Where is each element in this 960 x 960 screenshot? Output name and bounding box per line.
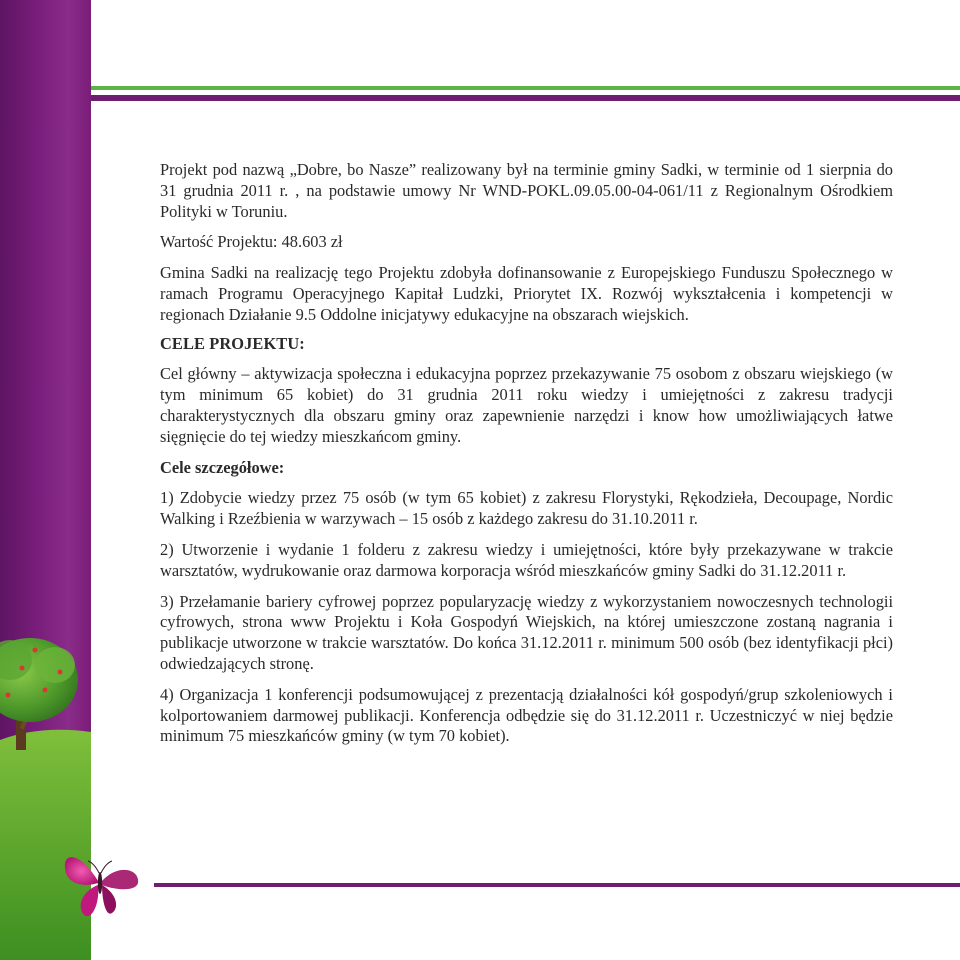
butterfly-icon: [58, 843, 144, 921]
bottom-purple-rule: [154, 883, 960, 887]
detailed-goal-1: 1) Zdobycie wiedzy przez 75 osób (w tym 65 kobiet) z zakresu Florystyki, Rękodzieła, Decoupage, Nordic Walking i Rzeźbienia w warzywach – 15 osób z każdego zakresu do 31.10.2011 r.: [160, 488, 893, 529]
top-green-rule: [91, 86, 960, 90]
main-goal-paragraph: Cel główny – aktywizacja społeczna i edukacyjna poprzez przekazywanie 75 osobom z obszaru wiejskiego (w tym minimum 65 kobiet) do 31 grudnia 2011 roku wiedzy i umiejętności z zakresu tradycji charakterystycznych dla obszaru gminy oraz zapewnienie narzędzi i know how umożliwiających łatwe sięgnięcie do tej wiedzy mieszkańcom gminy.: [160, 364, 893, 446]
funding-paragraph: Gmina Sadki na realizację tego Projektu zdobyła dofinansowanie z Europejskiego Funduszu Społecznego w ramach Programu Operacyjnego Kapitał Ludzki, Priorytet IX. Rozwój wykształcenia i kompetencji w regionach Działanie 9.5 Oddolne inicjatywy edukacyjne na obszarach wiejskich.: [160, 263, 893, 324]
top-purple-rule: [91, 95, 960, 101]
detailed-goal-4: 4) Organizacja 1 konferencji podsumowującej z prezentacją działalności kół gospodyń/grup szkoleniowych i kolportowaniem darmowej publikacji. Konferencja odbędzie się do 31.12.2011 r. Uczestniczyć w niej będzie minimum 75 mieszkańców gminy (w tym 70 kobiet).: [160, 684, 893, 746]
detailed-goal-3: 3) Przełamanie bariery cyfrowej poprzez popularyzację wiedzy z wykorzystaniem nowoczesnych technologii cyfrowych, strona www Projektu i Koła Gospodyń Wiejskich, na której umieszczone zostaną nagrania i publikacje utworzone w trakcie warsztatów. Do końca 31.12.2011 r. minimum 500 osób (bez identyfikacji płci) odwiedzających stronę.: [160, 591, 893, 673]
intro-paragraph: Projekt pod nazwą „Dobre, bo Nasze” realizowany był na terminie gminy Sadki, w terminie od 1 sierpnia do 31 grudnia 2011 r. , na podstawie umowy Nr WND-POKL.09.05.00-04-061/11 z Regionalnym Ośrodkiem Polityki w Toruniu.: [160, 160, 893, 221]
goals-heading: CELE PROJEKTU:: [160, 333, 305, 353]
detailed-goal-2: 2) Utworzenie i wydanie 1 folderu z zakresu wiedzy i umiejętności, które były przekazywane w trakcie warsztatów, wydrukowanie oraz darmowa korporacja wśród mieszkańców gminy Sadki do 31.12.2011 r.: [160, 539, 893, 580]
tree-illustration: [0, 0, 91, 960]
document-body: [160, 160, 893, 757]
detailed-goals-heading: Cele szczegółowe:: [160, 457, 285, 477]
left-decorative-band: [0, 0, 91, 960]
project-value: Wartość Projektu: 48.603 zł: [160, 232, 343, 252]
